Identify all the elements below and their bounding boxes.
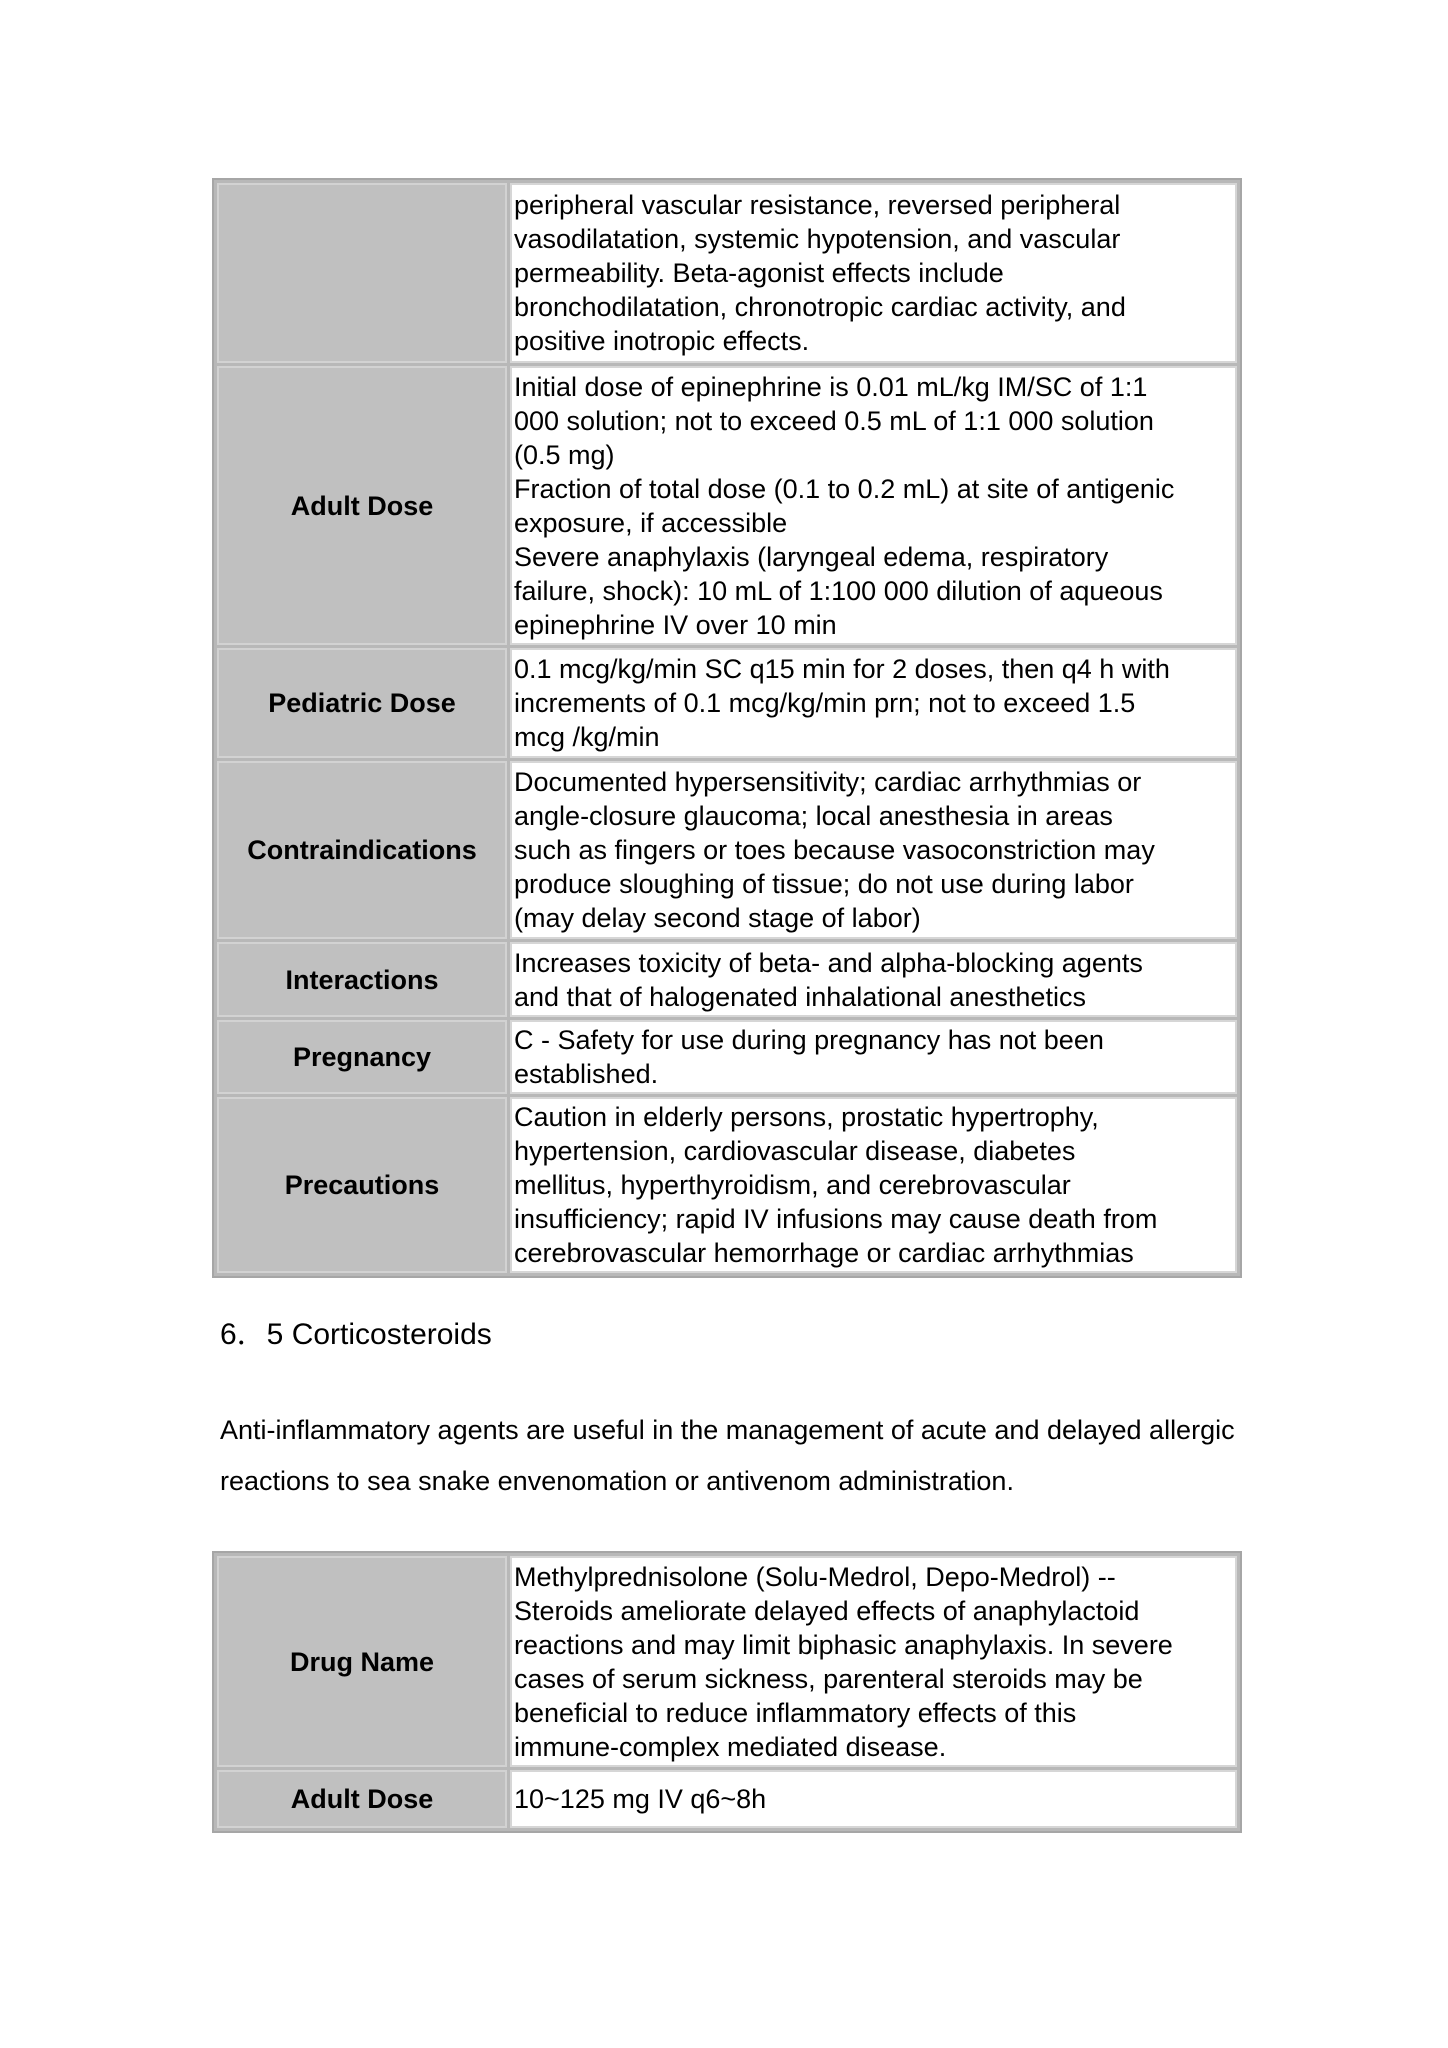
table-row (217, 366, 1237, 645)
section-paragraph: Anti-inflammatory agents are useful in the management of acute and delayed allergic reactions to sea snake envenomation or antivenom administration. (220, 1415, 1235, 1496)
text-line: reactions and may limit biphasic anaphylaxis. In severe (514, 1629, 1173, 1660)
text-line: vasodilatation, systemic hypotension, and vascular (514, 224, 1121, 254)
row-value (510, 1770, 1237, 1828)
table-row (217, 761, 1237, 939)
corticosteroid-info-table (212, 1551, 1242, 1833)
text-line: Caution in elderly persons, prostatic hypertrophy, (514, 1102, 1099, 1132)
row-value (510, 761, 1237, 939)
row-value (510, 1097, 1237, 1273)
text-line: established. (514, 1059, 659, 1089)
text-line: permeability. Beta-agonist effects include (514, 258, 1004, 288)
text-line: increments of 0.1 mcg/kg/min prn; not to exceed 1.5 (514, 688, 1136, 718)
text-line: beneficial to reduce inflammatory effects of this (514, 1697, 1077, 1728)
row-label: Contraindications (217, 761, 507, 939)
row-value (510, 648, 1237, 758)
row-value (510, 942, 1237, 1017)
text-line: and that of halogenated inhalational anesthetics (514, 981, 1086, 1012)
row-label: Precautions (217, 1097, 507, 1273)
text-line: mcg /kg/min (514, 722, 660, 752)
text-line: (may delay second stage of labor) (514, 903, 921, 933)
text-line: cerebrovascular hemorrhage or cardiac arrhythmias (514, 1238, 1134, 1268)
row-label: Pregnancy (217, 1020, 507, 1094)
table-row (217, 942, 1237, 1017)
text-line: Increases toxicity of beta- and alpha-blocking agents (514, 947, 1143, 978)
text-line: cases of serum sickness, parenteral steroids may be (514, 1663, 1143, 1694)
text-line: exposure, if accessible (514, 507, 788, 538)
text-line: epinephrine IV over 10 min (514, 609, 837, 640)
text-line: mellitus, hyperthyroidism, and cerebrovascular (514, 1170, 1071, 1200)
text-line: immune-complex mediated disease. (514, 1731, 947, 1762)
text-line: Initial dose of epinephrine is 0.01 mL/kg IM/SC of 1:1 (514, 371, 1148, 402)
row-label: Pediatric Dose (217, 648, 507, 758)
row-value (510, 1020, 1237, 1094)
text-line: insufficiency; rapid IV infusions may cause death from (514, 1204, 1158, 1234)
table-row (217, 1770, 1237, 1828)
row-label (217, 183, 507, 363)
text-line: 10~125 mg IV q6~8h (514, 1784, 767, 1814)
table-row (217, 183, 1237, 363)
table-row (217, 1097, 1237, 1273)
text-line: Steroids ameliorate delayed effects of anaphylactoid (514, 1595, 1140, 1626)
row-label: Drug Name (217, 1556, 507, 1767)
text-line: positive inotropic effects. (514, 326, 810, 356)
text-line: (0.5 mg) (514, 439, 615, 470)
text-line: peripheral vascular resistance, reversed peripheral (514, 190, 1121, 220)
row-label: Adult Dose (217, 1770, 507, 1828)
text-line: produce sloughing of tissue; do not use during labor (514, 869, 1134, 899)
text-line: 0.1 mcg/kg/min SC q15 min for 2 doses, then q4 h with (514, 654, 1170, 684)
text-line: such as fingers or toes because vasoconstriction may (514, 835, 1155, 865)
text-line: failure, shock): 10 mL of 1:100 000 dilution of aqueous (514, 575, 1163, 606)
text-line: angle-closure glaucoma; local anesthesia in areas (514, 801, 1113, 831)
table-row (217, 1020, 1237, 1094)
row-label: Adult Dose (217, 366, 507, 645)
text-line: Severe anaphylaxis (laryngeal edema, respiratory (514, 541, 1109, 572)
text-line: hypertension, cardiovascular disease, diabetes (514, 1136, 1076, 1166)
section-heading: 6．5 Corticosteroids (220, 1318, 492, 1351)
row-value (510, 183, 1237, 363)
text-line: C - Safety for use during pregnancy has not been (514, 1025, 1104, 1055)
table-row (217, 648, 1237, 758)
row-value (510, 366, 1237, 645)
table-row (217, 1556, 1237, 1767)
text-line: Fraction of total dose (0.1 to 0.2 mL) at site of antigenic (514, 473, 1175, 504)
text-line: Methylprednisolone (Solu-Medrol, Depo-Medrol) -- (514, 1561, 1116, 1592)
row-value (510, 1556, 1237, 1767)
text-line: Documented hypersensitivity; cardiac arrhythmias or (514, 767, 1142, 797)
text-line: 000 solution; not to exceed 0.5 mL of 1:1 000 solution (514, 405, 1154, 436)
row-label: Interactions (217, 942, 507, 1017)
epinephrine-info-table (212, 178, 1242, 1278)
text-line: bronchodilatation, chronotropic cardiac activity, and (514, 292, 1126, 322)
